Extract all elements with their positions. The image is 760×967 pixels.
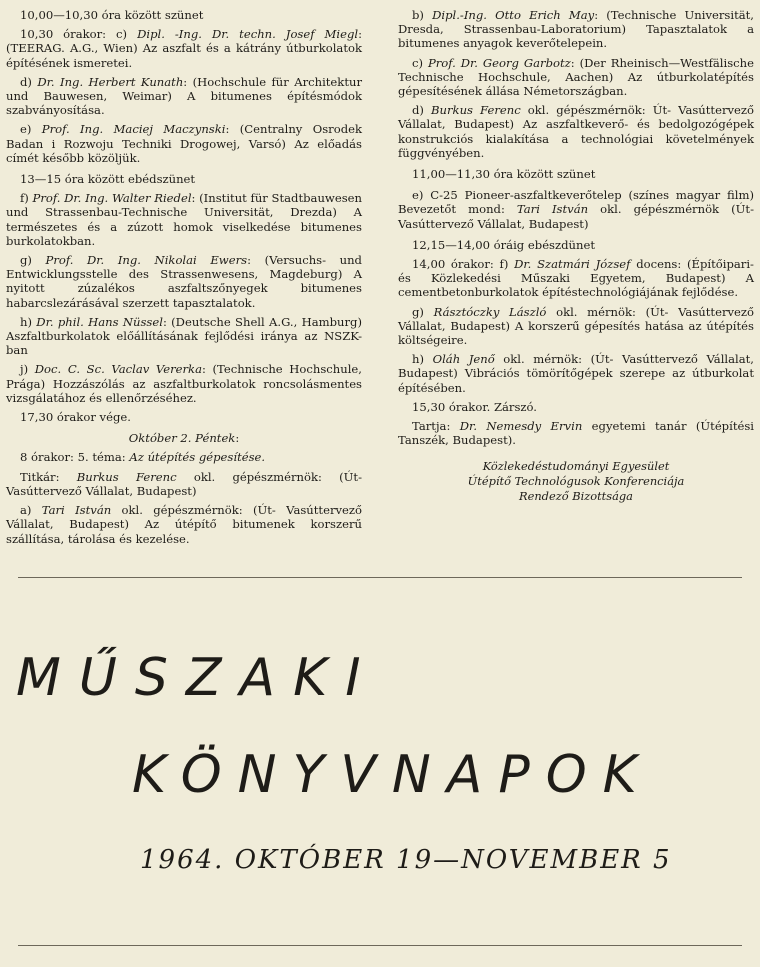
right-paragraph: b) Dipl.-Ing. Otto Erich May: (Technische Universität, Dresda, Strassenbau-Laboratorium) Tapasztalatok a bitumenes anyagok keverőtelepein. [398, 8, 754, 51]
signature-line-3: Rendező Bizottsága [519, 489, 633, 504]
left-paragraph: 13—15 óra között ebédszünet [20, 172, 196, 187]
left-paragraph: e) Prof. Ing. Maciej Maczynski: (Centralny Osrodek Badan i Rozwoju Techniki Drogowej, Varsó) Az előadás címét később közöljük. [6, 122, 362, 165]
left-column [6, 8, 362, 551]
left-paragraph: Október 2. Péntek: [128, 431, 240, 446]
organizer-signature [398, 459, 754, 504]
right-paragraph: c) Prof. Dr. Georg Garbotz: (Der Rheinisch—Westfälische Technische Hochschule, Aachen) Az útburkolatépítés gépesítésének állása Németországban. [398, 55, 754, 99]
left-paragraph: 8 órakor: 5. téma: Az útépítés gépesítése. [20, 450, 266, 465]
left-paragraph: a) Tari István okl. gépészmérnök: (Út- Vasúttervező Vállalat, Budapest) Az útépítő bitumenek korszerű szállítása, tárolása és kezelése. [6, 503, 362, 546]
left-paragraph: d) Dr. Ing. Herbert Kunath: (Hochschule für Architektur und Bauwesen, Weimar) A bitumenes építésmódok szabványosítása. [6, 74, 362, 118]
right-paragraph: 14,00 órakor: f) Dr. Szatmári József docens: (Építőipari- és Közlekedési Műszaki Egyetem, Budapest) A cementbetonburkolatok építéstechnológiájának fejlődése. [398, 257, 754, 300]
left-paragraph: 10,00—10,30 óra között szünet [20, 8, 204, 22]
divider-bottom [18, 945, 742, 946]
right-paragraph: d) Burkus Ferenc okl. gépészmérnök: Út- Vasúttervező Vállalat, Budapest) Az aszfaltkeverő- és bedolgozógépek konstrukciós kialakítása a technológiai követelmények függvényében. [398, 103, 754, 160]
left-paragraph: f) Prof. Dr. Ing. Walter Riedel: (Institut für Stadtbauwesen und Strassenbau-Technische Universität, Drezda) A természetes és a zúzott homok viselkedése bitumenes burkolatokban. [6, 191, 362, 248]
signature-line-1: Közlekedéstudományi Egyesület [482, 459, 670, 474]
left-paragraph: 10,30 órakor: c) Dipl. -Ing. Dr. techn. Josef Miegl: (TEERAG. A.G., Wien) Az aszfalt és a kátrány útburkolatok építésének ismeretei. [6, 27, 363, 70]
right-paragraph: g) Rásztóczky László okl. mérnök: (Út- Vasúttervező Vállalat, Budapest) A korszerű gépesítés hatása az útépítés költségeire. [398, 304, 754, 348]
right-paragraph: e) C-25 Pioneer-aszfaltkeverőtelep (színes magyar film) Bevezetőt mond: Tari István okl. gépészmérnök (Út- Vasúttervező Vállalat, Budapest) [398, 188, 754, 231]
right-paragraph: 12,15—14,00 óráig ebészdünet [412, 237, 595, 252]
left-paragraph: j) Doc. C. Sc. Vaclav Vererka: (Technische Hochschule, Prága) Hozzászólás az aszfaltburkolatok roncsolásmentes vizsgálatához és ellenőrzéséhez. [6, 362, 362, 405]
right-paragraph: Tartja: Dr. Nemesdy Ervin egyetemi tanár (Útépítési Tanszék, Budapest). [398, 419, 754, 448]
left-paragraph: h) Dr. phil. Hans Nüssel: (Deutsche Shell A.G., Hamburg) Aszfaltburkolatok előállításának fejlődési iránya az NSZK-ban [6, 314, 362, 358]
right-paragraph: h) Oláh Jenő okl. mérnök: (Út- Vasúttervező Vállalat, Budapest) Vibrációs tömörítőgépek szerepe az útburkolat építésében. [398, 352, 754, 395]
banner-dates: 1964. OKTÓBER 19—NOVEMBER 5 [140, 845, 672, 875]
left-paragraph: Titkár: Burkus Ferenc okl. gépészmérnök: (Út-Vasúttervező Vállalat, Budapest) [6, 469, 362, 498]
right-paragraph: 15,30 órakor. Zárszó. [412, 399, 537, 414]
divider-top [18, 577, 742, 578]
banner-title-line-1: MŰSZAKI [16, 648, 379, 708]
signature-line-2: Útépítő Technológusok Konferenciája [467, 474, 685, 489]
right-column [398, 8, 754, 504]
left-paragraph: 17,30 órakor vége. [20, 410, 131, 425]
banner-title-line-2: KÖNYVNAPOK [132, 745, 653, 805]
left-paragraph: g) Prof. Dr. Ing. Nikolai Ewers: (Versuchs- und Entwicklungsstelle des Strassenwesens, Magdeburg) A nyitott zúzalékos aszfaltszőnyegek bitumenes habarcslezárásával szerzett tapasztalatok. [6, 253, 362, 310]
right-paragraph: 11,00—11,30 óra között szünet [412, 167, 596, 182]
right-paragraphs [398, 8, 754, 447]
